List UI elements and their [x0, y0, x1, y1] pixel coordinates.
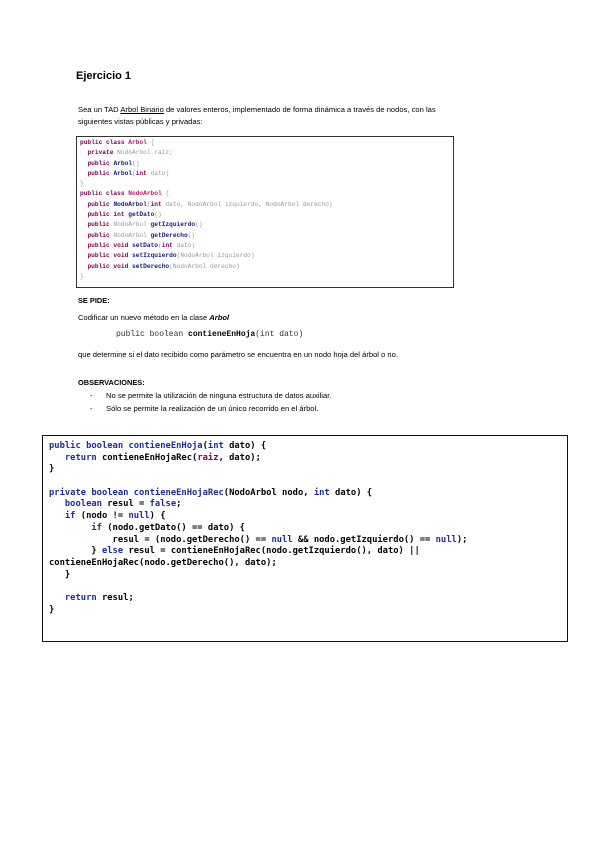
answer-line: } — [49, 464, 55, 475]
code-line: public NodoArbol getIzquierdo() — [87, 221, 203, 229]
answer-line: boolean resul = false; — [64, 499, 182, 510]
answer-line: if (nodo != null) { — [64, 511, 166, 522]
requirement-text: que determine si el dato recibido como parámetro se encuentra en un nodo hoja del árbol o no. — [78, 350, 398, 359]
code-line: public void setDato(int dato) — [87, 241, 196, 249]
exercise-title: Ejercicio 1 — [76, 70, 132, 82]
code-line: public Arbol() — [87, 159, 140, 167]
code-line: public class Arbol { — [80, 139, 155, 146]
codificar-text: Codificar un nuevo método en la clase Arbol — [78, 313, 230, 322]
observacion-item: - Sólo se permite la realización de un único recorrido en el árbol. — [90, 404, 319, 413]
code-line: public void setIzquierdo(NodoArbol izquierdo) — [87, 252, 255, 260]
codificar-class: Arbol — [209, 313, 230, 322]
class-definition-code — [76, 136, 454, 288]
observaciones-label: OBSERVACIONES: — [78, 378, 145, 387]
code-line: public Arbol(int dato) — [87, 169, 170, 177]
code-line: public NodoArbol(int dato, NodoArbol izquierdo, NodoArbol derecho) — [87, 200, 333, 208]
code-line: } — [80, 272, 84, 280]
answer-line: } — [49, 604, 55, 615]
answer-code-block — [42, 435, 568, 642]
intro-paragraph — [78, 104, 468, 128]
answer-line: if (nodo.getDato() == dato) { — [91, 522, 245, 533]
code-line: public int getDato() — [87, 211, 162, 219]
answer-line: return contieneEnHojaRec(raiz, dato); — [64, 452, 261, 463]
intro-part1: Sea un TAD — [78, 105, 121, 114]
answer-line: return resul; — [64, 592, 134, 603]
answer-line: resul = (nodo.getDerecho() == null && nodo.getIzquierdo() == null); — [49, 534, 468, 545]
code-line: public class NodoArbol { — [80, 190, 170, 198]
answer-line — [49, 476, 561, 488]
code-line: public void setDerecho(NodoArbol derecho) — [87, 262, 240, 270]
answer-line: private boolean contieneEnHojaRec(NodoArbol nodo, int dato) { — [49, 487, 373, 498]
method-signature: public boolean contieneEnHoja(int dato) — [116, 330, 304, 339]
answer-line: } — [49, 569, 71, 580]
tad-link-text: Arbol Binario — [120, 105, 164, 114]
se-pide-label: SE PIDE: — [78, 296, 110, 305]
answer-line: public boolean contieneEnHoja(int dato) { — [49, 441, 267, 451]
code-line: } — [80, 180, 84, 188]
intro-part2: de valores enteros, implementado de forma dinámica a través de nodos, con las siguientes vistas públicas y privadas: — [78, 105, 436, 126]
method-name: contieneEnHoja — [188, 330, 256, 339]
code-line: private NodoArbol raiz; — [87, 149, 173, 157]
answer-line: } else resul = contieneEnHojaRec(nodo.getIzquierdo(), dato) || — [49, 546, 420, 557]
code-line: public NodoArbol getDerecho() — [87, 231, 196, 239]
answer-line: contieneEnHojaRec(nodo.getDerecho(), dato); — [49, 557, 277, 568]
answer-line — [49, 581, 561, 593]
observacion-item: - No se permite la utilización de ninguna estructura de datos auxiliar. — [90, 391, 332, 400]
